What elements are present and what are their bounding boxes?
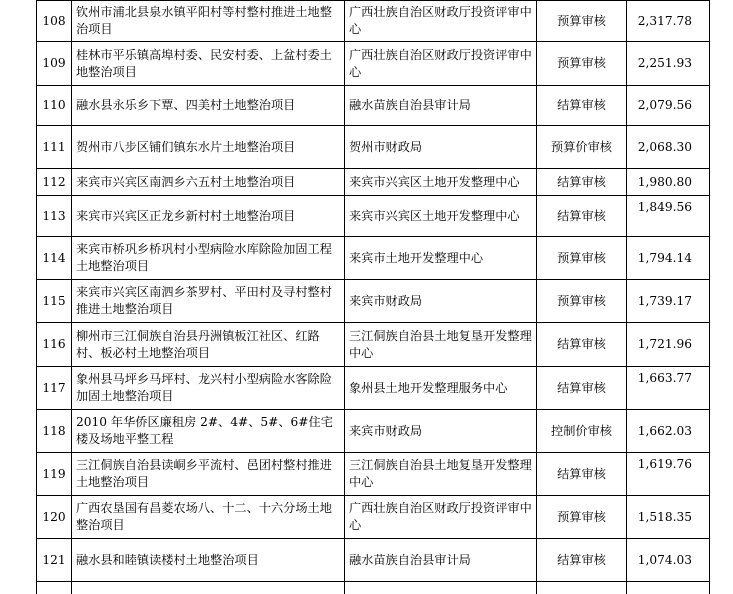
amount: 1,619.76 [627,453,710,496]
audit-unit: 广西壮族自治区财政厅投资评审中心 [345,1,537,42]
table-row [37,453,710,496]
table-row [37,42,710,86]
row-number: 111 [37,126,72,169]
audit-unit: 来宾市财政局 [345,410,537,453]
audit-type: 预算审核 [537,496,627,539]
table-row [37,539,710,582]
audit-unit: 象州县土地开发整理服务中心 [345,367,537,410]
amount: 1,794.14 [627,237,710,280]
amount-empty [627,582,710,594]
row-number: 109 [37,42,72,86]
audit-unit: 来宾市土地开发整理中心 [345,237,537,280]
project-name: 贺州市八步区铺们镇东水片土地整治项目 [72,126,345,169]
row-number: 121 [37,539,72,582]
audit-unit: 广西壮族自治区财政厅投资评审中心 [345,496,537,539]
audit-type: 结算审核 [537,169,627,196]
project-name: 桂林市平乐镇高埠村委、民安村委、上盆村委土地整治项目 [72,42,345,86]
audit-type: 结算审核 [537,196,627,237]
audit-type: 结算审核 [537,453,627,496]
amount: 1,074.03 [627,539,710,582]
row-number-empty [37,582,72,594]
table-row [37,410,710,453]
audit-unit: 三江侗族自治县土地复垦开发整理中心 [345,453,537,496]
row-number: 114 [37,237,72,280]
audit-type: 预算审核 [537,237,627,280]
row-number: 119 [37,453,72,496]
project-name: 融水县和睦镇读楼村土地整治项目 [72,539,345,582]
table-row [37,367,710,410]
audit-type: 预算价审核 [537,126,627,169]
table-row [37,1,710,42]
project-name: 来宾市桥巩乡桥巩村小型病险水库除险加固工程土地整治项目 [72,237,345,280]
audit-type: 预算审核 [537,1,627,42]
audit-type-empty [537,582,627,594]
row-number: 120 [37,496,72,539]
project-name: 融水县永乐乡下覃、四美村土地整治项目 [72,86,345,126]
amount: 1,662.03 [627,410,710,453]
project-name-empty [72,582,345,594]
amount: 2,068.30 [627,126,710,169]
row-number: 108 [37,1,72,42]
table-row [37,169,710,196]
project-name: 来宾市兴宾区正龙乡新村村土地整治项目 [72,196,345,237]
audit-unit: 融水苗族自治县审计局 [345,539,537,582]
amount: 1,980.80 [627,169,710,196]
row-number: 110 [37,86,72,126]
amount: 2,251.93 [627,42,710,86]
audit-type: 结算审核 [537,86,627,126]
amount: 1,663.77 [627,367,710,410]
table-row [37,196,710,237]
amount: 1,739.17 [627,280,710,323]
project-name: 广西农垦国有昌菱农场八、十二、十六分场土地整治项目 [72,496,345,539]
amount: 1,849.56 [627,196,710,237]
project-name: 来宾市兴宾区南泗乡茶罗村、平田村及寻村整村推进土地整治项目 [72,280,345,323]
project-name: 柳州市三江侗族自治县丹洲镇板江社区、红路村、板必村土地整治项目 [72,323,345,367]
audit-unit: 贺州市财政局 [345,126,537,169]
audit-unit: 来宾市财政局 [345,280,537,323]
audit-type: 结算审核 [537,539,627,582]
table-row [37,237,710,280]
project-name: 2010 年华侨区廉租房 2#、4#、5#、6#住宅楼及场地平整工程 [72,410,345,453]
audit-unit-empty [345,582,537,594]
audit-unit: 来宾市兴宾区土地开发整理中心 [345,196,537,237]
row-number: 113 [37,196,72,237]
amount: 1,721.96 [627,323,710,367]
audit-type: 结算审核 [537,367,627,410]
amount: 2,317.78 [627,1,710,42]
table-row [37,323,710,367]
table-row [37,280,710,323]
amount: 1,518.35 [627,496,710,539]
audit-type: 预算审核 [537,42,627,86]
project-name: 钦州市浦北县泉水镇平阳村等村整村推进土地整治项目 [72,1,345,42]
row-number: 117 [37,367,72,410]
project-name: 三江侗族自治县读峒乡平流村、邑团村整村推进土地整治项目 [72,453,345,496]
audit-projects-table [36,0,710,594]
row-number: 116 [37,323,72,367]
project-name: 象州县马坪乡马坪村、龙兴村小型病险水客除险加固土地整治项目 [72,367,345,410]
row-number: 112 [37,169,72,196]
audit-unit: 融水苗族自治县审计局 [345,86,537,126]
audit-type: 结算审核 [537,323,627,367]
table-row-partial [37,582,710,594]
table-row [37,496,710,539]
audit-type: 预算审核 [537,280,627,323]
audit-unit: 来宾市兴宾区土地开发整理中心 [345,169,537,196]
audit-unit: 三江侗族自治县土地复垦开发整理中心 [345,323,537,367]
table-row [37,86,710,126]
audit-unit: 广西壮族自治区财政厅投资评审中心 [345,42,537,86]
row-number: 115 [37,280,72,323]
amount: 2,079.56 [627,86,710,126]
table-row [37,126,710,169]
audit-type: 控制价审核 [537,410,627,453]
row-number: 118 [37,410,72,453]
project-name: 来宾市兴宾区南泗乡六五村土地整治项目 [72,169,345,196]
